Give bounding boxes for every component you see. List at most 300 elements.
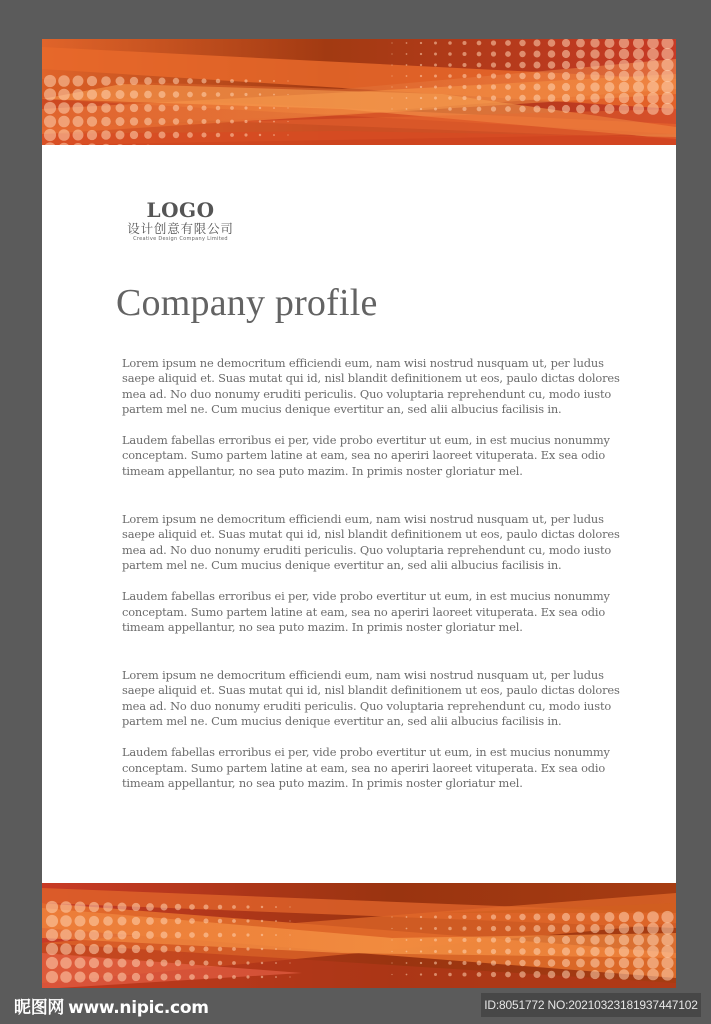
halftone-dot bbox=[160, 917, 167, 924]
halftone-dot bbox=[275, 948, 277, 950]
halftone-dot bbox=[406, 108, 408, 110]
halftone-dot bbox=[590, 49, 599, 58]
halftone-dot bbox=[420, 950, 422, 952]
halftone-dot bbox=[590, 924, 599, 933]
halftone-dot bbox=[420, 97, 422, 99]
halftone-dot bbox=[605, 924, 615, 934]
halftone-dot bbox=[275, 976, 277, 978]
halftone-dot bbox=[391, 108, 392, 109]
logo-company-name-en: Creative Design Company Limited bbox=[133, 236, 228, 242]
halftone-dot bbox=[590, 82, 599, 91]
halftone-dot bbox=[203, 932, 208, 937]
halftone-dot bbox=[661, 103, 673, 115]
halftone-dot bbox=[116, 104, 125, 113]
halftone-dot bbox=[519, 73, 525, 79]
halftone-dot bbox=[548, 72, 556, 80]
logo-company-name-cn: 设计创意有限公司 bbox=[127, 221, 234, 236]
halftone-dot bbox=[420, 927, 422, 929]
halftone-dot bbox=[244, 79, 247, 82]
halftone-dot bbox=[216, 92, 220, 96]
halftone-dot bbox=[661, 48, 673, 60]
halftone-dot bbox=[562, 959, 570, 967]
halftone-dot bbox=[448, 74, 452, 78]
halftone-dot bbox=[130, 77, 138, 85]
halftone-dot bbox=[273, 121, 275, 123]
halftone-dot bbox=[519, 948, 525, 954]
halftone-dot bbox=[534, 948, 541, 955]
halftone-dot bbox=[146, 903, 154, 911]
halftone-dot bbox=[619, 104, 629, 114]
footer-band bbox=[42, 883, 676, 988]
halftone-dot bbox=[462, 74, 466, 78]
document-title: Company profile bbox=[116, 282, 378, 324]
halftone-dot bbox=[261, 976, 263, 978]
halftone-dot bbox=[87, 116, 97, 126]
halftone-dot bbox=[87, 76, 97, 86]
halftone-dot bbox=[203, 960, 208, 965]
halftone-dot bbox=[647, 59, 659, 71]
halftone-dot bbox=[275, 920, 277, 922]
halftone-dot bbox=[259, 107, 261, 109]
halftone-dot bbox=[548, 105, 556, 113]
halftone-dot bbox=[619, 935, 629, 945]
halftone-dot bbox=[406, 928, 408, 930]
halftone-dot bbox=[548, 925, 556, 933]
halftone-dot bbox=[448, 915, 452, 919]
halftone-dot bbox=[477, 915, 482, 920]
halftone-dot bbox=[287, 107, 288, 108]
halftone-dot bbox=[420, 916, 422, 918]
halftone-dot bbox=[562, 61, 570, 69]
halftone-dot bbox=[218, 975, 222, 979]
halftone-dot bbox=[261, 948, 263, 950]
halftone-dot bbox=[448, 927, 452, 931]
halftone-dot bbox=[420, 53, 422, 55]
halftone-dot bbox=[477, 938, 482, 943]
halftone-dot bbox=[118, 973, 127, 982]
halftone-dot bbox=[562, 936, 570, 944]
halftone-dot bbox=[519, 51, 525, 57]
halftone-dot bbox=[160, 931, 167, 938]
halftone-dot bbox=[230, 93, 234, 97]
halftone-dot bbox=[491, 914, 496, 919]
halftone-dot bbox=[619, 60, 629, 70]
halftone-dot bbox=[246, 905, 249, 908]
halftone-dot bbox=[144, 91, 152, 99]
halftone-dot bbox=[103, 902, 113, 912]
halftone-dot bbox=[230, 133, 234, 137]
halftone-dot bbox=[491, 972, 496, 977]
halftone-dot bbox=[420, 86, 422, 88]
halftone-dot bbox=[218, 933, 222, 937]
halftone-dot bbox=[548, 936, 556, 944]
halftone-dot bbox=[132, 959, 140, 967]
halftone-dot bbox=[434, 64, 437, 67]
halftone-dot bbox=[173, 91, 179, 97]
halftone-dot bbox=[406, 962, 408, 964]
halftone-dot bbox=[261, 962, 263, 964]
halftone-dot bbox=[633, 103, 644, 114]
halftone-dot bbox=[576, 947, 585, 956]
halftone-dot bbox=[146, 945, 154, 953]
halftone-dot bbox=[548, 971, 556, 979]
halftone-dot bbox=[462, 915, 466, 919]
halftone-dot bbox=[73, 76, 84, 87]
body-paragraph: Lorem ipsum ne democritum efficiendi eum, nam wisi nostrud nusquam ut, per ludus saepe aliquid et. Suas mutat qui id, nisl blandit definitionem ut eos, paulo dictas dolores mea ad. No duo nonumy eruditi periculis. Quo voluptaria reprehendunt cu, modo iusto partem mel ne. Cum mucius denique evertitur an, sed alii albucius facilisis in. bbox=[122, 356, 620, 416]
halftone-dot bbox=[534, 95, 541, 102]
halftone-dot bbox=[158, 77, 165, 84]
halftone-dot bbox=[448, 85, 452, 89]
halftone-dot bbox=[173, 78, 179, 84]
halftone-dot bbox=[101, 130, 111, 140]
halftone-dot bbox=[391, 962, 392, 963]
halftone-dot bbox=[203, 946, 208, 951]
halftone-dot bbox=[548, 39, 556, 47]
body-paragraph: Laudem fabellas erroribus ei per, vide probo evertitur ut eum, in est mucius nonummy conceptam. Sumo partem latine at eam, sea no aperiri laoreet vituperata. Ex sea odio timeam appellantur, no sea puto mazim. In primis noster gloriatur mel. bbox=[122, 589, 610, 634]
halftone-dot bbox=[576, 959, 585, 968]
watermark-site-url: www.nipic.com bbox=[68, 998, 209, 1018]
halftone-dot bbox=[633, 934, 644, 945]
halftone-dot bbox=[633, 911, 644, 922]
halftone-dot bbox=[491, 960, 496, 965]
halftone-dot bbox=[590, 947, 599, 956]
halftone-dot bbox=[448, 96, 452, 100]
halftone-dot bbox=[287, 80, 288, 81]
halftone-dot bbox=[605, 104, 615, 114]
halftone-dot bbox=[647, 934, 659, 946]
halftone-dot bbox=[647, 48, 659, 60]
halftone-dot bbox=[548, 83, 556, 91]
halftone-dot bbox=[391, 974, 392, 975]
halftone-dot bbox=[505, 106, 511, 112]
halftone-dot bbox=[647, 92, 659, 104]
halftone-dot bbox=[434, 962, 437, 965]
halftone-dot bbox=[275, 934, 277, 936]
halftone-dot bbox=[60, 901, 72, 913]
halftone-dot bbox=[590, 93, 599, 102]
halftone-dot bbox=[101, 90, 111, 100]
halftone-dot bbox=[160, 903, 167, 910]
footer-wave-graphic bbox=[42, 883, 676, 988]
halftone-dot bbox=[519, 971, 525, 977]
halftone-dot bbox=[130, 117, 138, 125]
halftone-dot bbox=[519, 62, 525, 68]
halftone-dot bbox=[216, 79, 220, 83]
halftone-dot bbox=[187, 119, 193, 125]
halftone-dot bbox=[273, 94, 275, 96]
halftone-dot bbox=[118, 903, 127, 912]
halftone-dot bbox=[633, 70, 644, 81]
halftone-dot bbox=[230, 79, 234, 83]
halftone-dot bbox=[491, 73, 496, 78]
halftone-dot bbox=[244, 93, 247, 96]
halftone-dot bbox=[434, 75, 437, 78]
halftone-dot bbox=[548, 959, 556, 967]
halftone-dot bbox=[661, 92, 673, 104]
halftone-dot bbox=[144, 104, 152, 112]
halftone-dot bbox=[44, 75, 56, 87]
halftone-dot bbox=[146, 917, 154, 925]
halftone-dot bbox=[562, 50, 570, 58]
halftone-dot bbox=[633, 923, 644, 934]
halftone-dot bbox=[576, 72, 585, 81]
halftone-dot bbox=[132, 945, 140, 953]
halftone-dot bbox=[491, 949, 496, 954]
halftone-dot bbox=[118, 959, 127, 968]
halftone-dot bbox=[462, 63, 466, 67]
body-paragraph: Lorem ipsum ne democritum efficiendi eum, nam wisi nostrud nusquam ut, per ludus saepe aliquid et. Suas mutat qui id, nisl blandit definitionem ut eos, paulo dictas dolores mea ad. No duo nonumy eruditi periculis. Quo voluptaria reprehendunt cu, modo iusto partem mel ne. Cum mucius denique evertitur an, sed alii albucius facilisis in. bbox=[122, 512, 620, 572]
halftone-dot bbox=[173, 118, 179, 124]
halftone-dot bbox=[261, 920, 263, 922]
halftone-dot bbox=[477, 961, 482, 966]
halftone-dot bbox=[462, 949, 466, 953]
halftone-dot bbox=[576, 913, 585, 922]
halftone-dot bbox=[562, 83, 570, 91]
halftone-dot bbox=[633, 48, 644, 59]
halftone-dot bbox=[619, 923, 629, 933]
halftone-dot bbox=[661, 957, 673, 969]
halftone-dot bbox=[647, 70, 659, 82]
halftone-dot bbox=[203, 904, 208, 909]
halftone-dot bbox=[406, 97, 408, 99]
halftone-dot bbox=[58, 129, 70, 141]
halftone-dot bbox=[661, 945, 673, 957]
halftone-dot bbox=[73, 103, 84, 114]
halftone-dot bbox=[406, 53, 408, 55]
halftone-dot bbox=[391, 916, 392, 917]
halftone-dot bbox=[477, 107, 482, 112]
halftone-dot bbox=[73, 130, 84, 141]
halftone-dot bbox=[87, 130, 97, 140]
halftone-dot bbox=[175, 946, 181, 952]
halftone-dot bbox=[232, 919, 236, 923]
halftone-dot bbox=[633, 946, 644, 957]
halftone-dot bbox=[434, 927, 437, 930]
halftone-dot bbox=[590, 71, 599, 80]
halftone-dot bbox=[132, 917, 140, 925]
halftone-dot bbox=[391, 86, 392, 87]
body-paragraph: Lorem ipsum ne democritum efficiendi eum, nam wisi nostrud nusquam ut, per ludus saepe aliquid et. Suas mutat qui id, nisl blandit definitionem ut eos, paulo dictas dolores mea ad. No duo nonumy eruditi periculis. Quo voluptaria reprehendunt cu, modo iusto partem mel ne. Cum mucius denique evertitur an, sed alii albucius facilisis in. bbox=[122, 668, 620, 729]
halftone-dot bbox=[633, 957, 644, 968]
halftone-dot bbox=[391, 75, 392, 76]
halftone-dot bbox=[160, 945, 167, 952]
halftone-dot bbox=[448, 938, 452, 942]
halftone-dot bbox=[391, 939, 392, 940]
halftone-dot bbox=[562, 970, 570, 978]
halftone-dot bbox=[232, 933, 236, 937]
halftone-dot bbox=[462, 52, 466, 56]
halftone-dot bbox=[103, 916, 113, 926]
halftone-dot bbox=[605, 82, 615, 92]
halftone-dot bbox=[519, 960, 525, 966]
halftone-dot bbox=[273, 80, 275, 82]
halftone-dot bbox=[534, 106, 541, 113]
halftone-dot bbox=[619, 969, 629, 979]
halftone-dot bbox=[605, 970, 615, 980]
halftone-dot bbox=[406, 75, 408, 77]
halftone-dot bbox=[261, 934, 263, 936]
halftone-dot bbox=[259, 134, 261, 136]
halftone-dot bbox=[230, 120, 234, 124]
halftone-dot bbox=[103, 930, 113, 940]
halftone-dot bbox=[491, 926, 496, 931]
halftone-dot bbox=[505, 84, 511, 90]
halftone-dot bbox=[548, 948, 556, 956]
halftone-dot bbox=[60, 915, 72, 927]
halftone-dot bbox=[434, 973, 437, 976]
halftone-dot bbox=[73, 89, 84, 100]
halftone-dot bbox=[132, 903, 140, 911]
halftone-dot bbox=[477, 74, 482, 79]
halftone-dot bbox=[60, 957, 72, 969]
halftone-dot bbox=[505, 937, 511, 943]
halftone-dot bbox=[519, 106, 525, 112]
halftone-dot bbox=[491, 62, 496, 67]
body-section-3 bbox=[122, 668, 622, 791]
halftone-dot bbox=[144, 77, 152, 85]
halftone-dot bbox=[661, 70, 673, 82]
halftone-dot bbox=[576, 83, 585, 92]
halftone-dot bbox=[406, 916, 408, 918]
halftone-dot bbox=[289, 920, 290, 921]
halftone-dot bbox=[605, 958, 615, 968]
halftone-dot bbox=[562, 72, 570, 80]
halftone-dot bbox=[273, 134, 275, 136]
halftone-dot bbox=[448, 950, 452, 954]
halftone-dot bbox=[548, 61, 556, 69]
halftone-dot bbox=[144, 118, 152, 126]
halftone-dot bbox=[576, 936, 585, 945]
halftone-dot bbox=[491, 106, 496, 111]
halftone-dot bbox=[246, 961, 249, 964]
halftone-dot bbox=[158, 131, 165, 138]
halftone-dot bbox=[448, 63, 452, 67]
halftone-dot bbox=[590, 970, 599, 979]
halftone-dot bbox=[434, 950, 437, 953]
halftone-dot bbox=[289, 948, 290, 949]
halftone-dot bbox=[477, 41, 482, 46]
halftone-dot bbox=[218, 905, 222, 909]
halftone-dot bbox=[259, 120, 261, 122]
halftone-dot bbox=[590, 104, 599, 113]
halftone-dot bbox=[448, 973, 452, 977]
halftone-dot bbox=[462, 926, 466, 930]
halftone-dot bbox=[89, 972, 99, 982]
halftone-dot bbox=[187, 78, 193, 84]
halftone-dot bbox=[491, 95, 496, 100]
halftone-dot bbox=[75, 902, 86, 913]
halftone-dot bbox=[647, 103, 659, 115]
halftone-dot bbox=[576, 50, 585, 59]
halftone-dot bbox=[605, 71, 615, 81]
halftone-dot bbox=[647, 957, 659, 969]
halftone-dot bbox=[590, 935, 599, 944]
halftone-dot bbox=[420, 108, 422, 110]
halftone-dot bbox=[103, 958, 113, 968]
halftone-dot bbox=[103, 944, 113, 954]
halftone-dot bbox=[605, 912, 615, 922]
halftone-dot bbox=[434, 86, 437, 89]
halftone-dot bbox=[58, 75, 70, 87]
halftone-dot bbox=[232, 975, 236, 979]
halftone-dot bbox=[89, 944, 99, 954]
halftone-dot bbox=[534, 914, 541, 921]
header-wave-graphic bbox=[42, 39, 676, 145]
halftone-dot bbox=[60, 943, 72, 955]
halftone-dot bbox=[46, 915, 58, 927]
halftone-dot bbox=[275, 962, 277, 964]
halftone-dot bbox=[201, 132, 206, 137]
halftone-dot bbox=[406, 974, 408, 976]
halftone-dot bbox=[289, 934, 290, 935]
halftone-dot bbox=[462, 41, 466, 45]
halftone-dot bbox=[477, 949, 482, 954]
halftone-dot bbox=[406, 939, 408, 941]
halftone-dot bbox=[548, 913, 556, 921]
halftone-dot bbox=[246, 933, 249, 936]
halftone-dot bbox=[562, 913, 570, 921]
halftone-dot bbox=[146, 973, 154, 981]
halftone-dot bbox=[633, 92, 644, 103]
halftone-dot bbox=[434, 53, 437, 56]
halftone-dot bbox=[534, 925, 541, 932]
halftone-dot bbox=[259, 93, 261, 95]
halftone-dot bbox=[275, 906, 277, 908]
halftone-dot bbox=[246, 975, 249, 978]
halftone-dot bbox=[534, 84, 541, 91]
halftone-dot bbox=[619, 958, 629, 968]
halftone-dot bbox=[548, 94, 556, 102]
halftone-dot bbox=[647, 81, 659, 93]
halftone-dot bbox=[130, 131, 138, 139]
halftone-dot bbox=[448, 41, 452, 45]
halftone-dot bbox=[519, 925, 525, 931]
halftone-dot bbox=[173, 105, 179, 111]
halftone-dot bbox=[146, 959, 154, 967]
halftone-dot bbox=[576, 39, 585, 47]
halftone-dot bbox=[60, 929, 72, 941]
halftone-dot bbox=[619, 82, 629, 92]
halftone-dot bbox=[218, 919, 222, 923]
halftone-dot bbox=[590, 912, 599, 921]
halftone-dot bbox=[230, 106, 234, 110]
halftone-dot bbox=[477, 52, 482, 57]
halftone-dot bbox=[477, 63, 482, 68]
halftone-dot bbox=[491, 84, 496, 89]
halftone-dot bbox=[203, 918, 208, 923]
halftone-dot bbox=[661, 922, 673, 934]
halftone-dot bbox=[505, 73, 511, 79]
halftone-dot bbox=[130, 90, 138, 98]
halftone-dot bbox=[534, 937, 541, 944]
halftone-dot bbox=[187, 132, 193, 138]
halftone-dot bbox=[619, 93, 629, 103]
halftone-dot bbox=[175, 918, 181, 924]
halftone-dot bbox=[116, 117, 125, 126]
halftone-dot bbox=[116, 77, 125, 86]
halftone-dot bbox=[218, 961, 222, 965]
halftone-dot bbox=[289, 976, 290, 977]
halftone-dot bbox=[287, 134, 288, 135]
halftone-dot bbox=[576, 105, 585, 114]
halftone-dot bbox=[187, 92, 193, 98]
halftone-dot bbox=[491, 40, 496, 45]
halftone-dot bbox=[534, 960, 541, 967]
halftone-dot bbox=[158, 104, 165, 111]
halftone-dot bbox=[590, 958, 599, 967]
halftone-dot bbox=[420, 42, 422, 44]
halftone-dot bbox=[58, 116, 70, 128]
